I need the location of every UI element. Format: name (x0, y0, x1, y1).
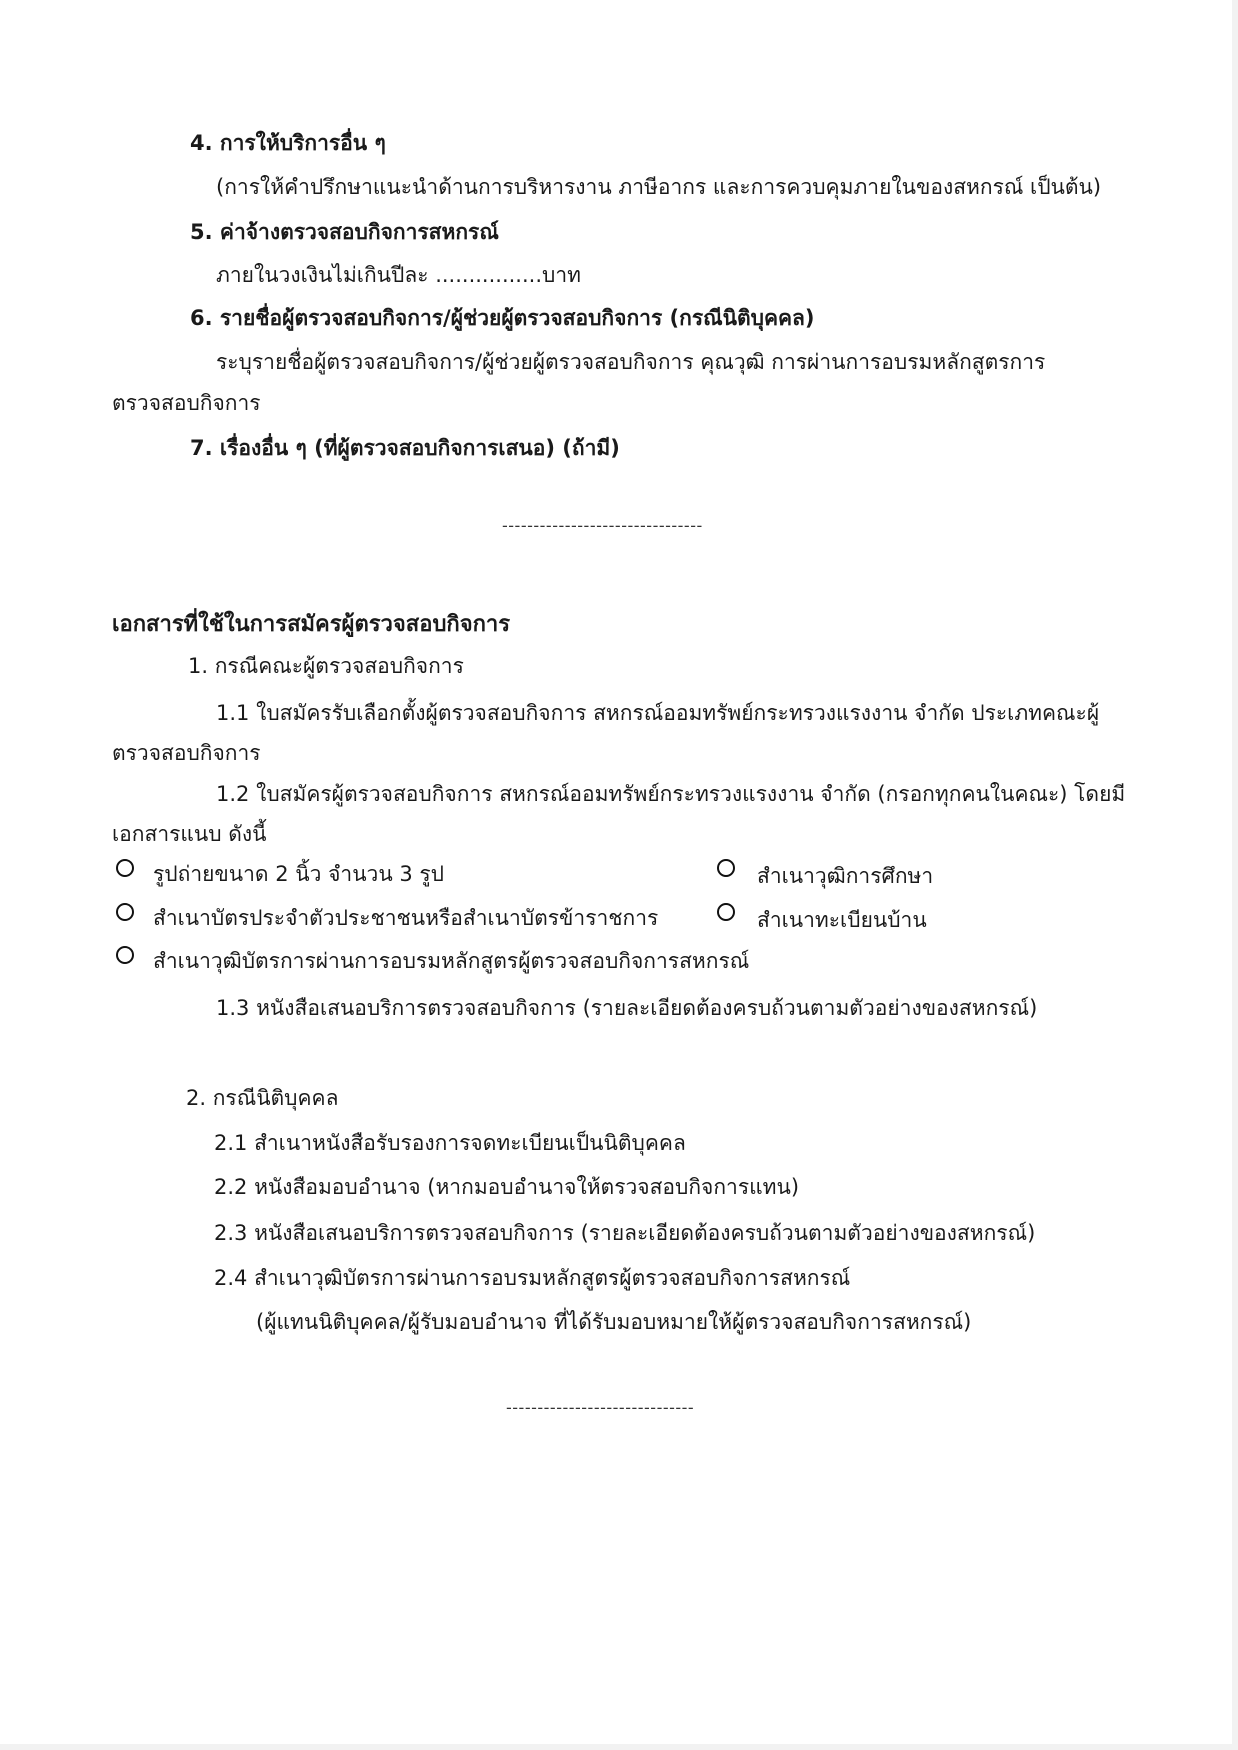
item-2-4-note: (ผู้แทนนิติบุคคล/ผู้รับมอบอำนาจ ที่ได้รับมอบหมายให้ผู้ตรวจสอบกิจการสหกรณ์) (256, 1310, 972, 1334)
item-2-3: 2.3 หนังสือเสนอบริการตรวจสอบกิจการ (รายละเอียดต้องครบถ้วนตามตัวอย่างของสหกรณ์) (214, 1221, 1036, 1245)
item-7-title: 7. เรื่องอื่น ๆ (ที่ผู้ตรวจสอบกิจการเสนอ) (ถ้ามี) (190, 436, 620, 460)
scan-edge-bottom (0, 1744, 1238, 1750)
scan-edge-right (1232, 0, 1238, 1750)
item-6-detail-line1: ระบุรายชื่อผู้ตรวจสอบกิจการ/ผู้ช่วยผู้ตรวจสอบกิจการ คุณวุฒิ การผ่านการอบรมหลักสูตรการ (216, 350, 1046, 374)
case-1-title: 1. กรณีคณะผู้ตรวจสอบกิจการ (188, 654, 464, 678)
item-1-1-line2: ตรวจสอบกิจการ (112, 741, 261, 765)
item-6-detail-line2: ตรวจสอบกิจการ (112, 391, 261, 415)
item-1-2-line2: เอกสารแนบ ดังนี้ (112, 822, 267, 846)
case-2-title: 2. กรณีนิติบุคคล (186, 1086, 339, 1110)
item-1-3: 1.3 หนังสือเสนอบริการตรวจสอบกิจการ (รายละเอียดต้องครบถ้วนตามตัวอย่างของสหกรณ์) (216, 996, 1038, 1020)
item-5-title: 5. ค่าจ้างตรวจสอบกิจการสหกรณ์ (190, 220, 499, 244)
item-4-detail: (การให้คำปรึกษาแนะนำด้านการบริหารงาน ภาษีอากร และการควบคุมภายในของสหกรณ์ เป็นต้น) (216, 175, 1102, 199)
separator-top: -------------------------------- (502, 516, 703, 535)
item-1-2-line1: 1.2 ใบสมัครผู้ตรวจสอบกิจการ สหกรณ์ออมทรัพย์กระทรวงแรงงาน จำกัด (กรอกทุกคนในคณะ) โดยมี (216, 782, 1126, 806)
item-4-title: 4. การให้บริการอื่น ๆ (190, 131, 386, 155)
checkbox-id-card[interactable] (116, 903, 134, 921)
item-2-4: 2.4 สำเนาวุฒิบัตรการผ่านการอบรมหลักสูตรผู้ตรวจสอบกิจการสหกรณ์ (214, 1266, 851, 1290)
documents-heading: เอกสารที่ใช้ในการสมัครผู้ตรวจสอบกิจการ (112, 612, 511, 637)
checkbox-house-registration[interactable] (717, 903, 735, 921)
item-5-detail: ภายในวงเงินไม่เกินปีละ ................บาท (216, 263, 581, 287)
item-2-1: 2.1 สำเนาหนังสือรับรองการจดทะเบียนเป็นนิติบุคคล (214, 1131, 686, 1155)
checklist-id-card-label: สำเนาบัตรประจำตัวประชาชนหรือสำเนาบัตรข้าราชการ (153, 906, 659, 930)
checkbox-training-certificate[interactable] (116, 946, 134, 964)
item-2-2: 2.2 หนังสือมอบอำนาจ (หากมอบอำนาจให้ตรวจสอบกิจการแทน) (214, 1175, 800, 1199)
checkbox-education[interactable] (717, 859, 735, 877)
checklist-training-certificate-label: สำเนาวุฒิบัตรการผ่านการอบรมหลักสูตรผู้ตรวจสอบกิจการสหกรณ์ (153, 949, 750, 973)
checklist-house-registration-label: สำเนาทะเบียนบ้าน (757, 908, 927, 932)
separator-bottom: ------------------------------ (506, 1398, 695, 1417)
item-6-title: 6. รายชื่อผู้ตรวจสอบกิจการ/ผู้ช่วยผู้ตรวจสอบกิจการ (กรณีนิติบุคคล) (190, 306, 815, 330)
checkbox-photo[interactable] (116, 859, 134, 877)
checklist-education-label: สำเนาวุฒิการศึกษา (757, 864, 934, 888)
checklist-photo-label: รูปถ่ายขนาด 2 นิ้ว จำนวน 3 รูป (153, 862, 445, 886)
item-1-1-line1: 1.1 ใบสมัครรับเลือกตั้งผู้ตรวจสอบกิจการ สหกรณ์ออมทรัพย์กระทรวงแรงงาน จำกัด ประเภทคณะผู้ (216, 701, 1100, 725)
